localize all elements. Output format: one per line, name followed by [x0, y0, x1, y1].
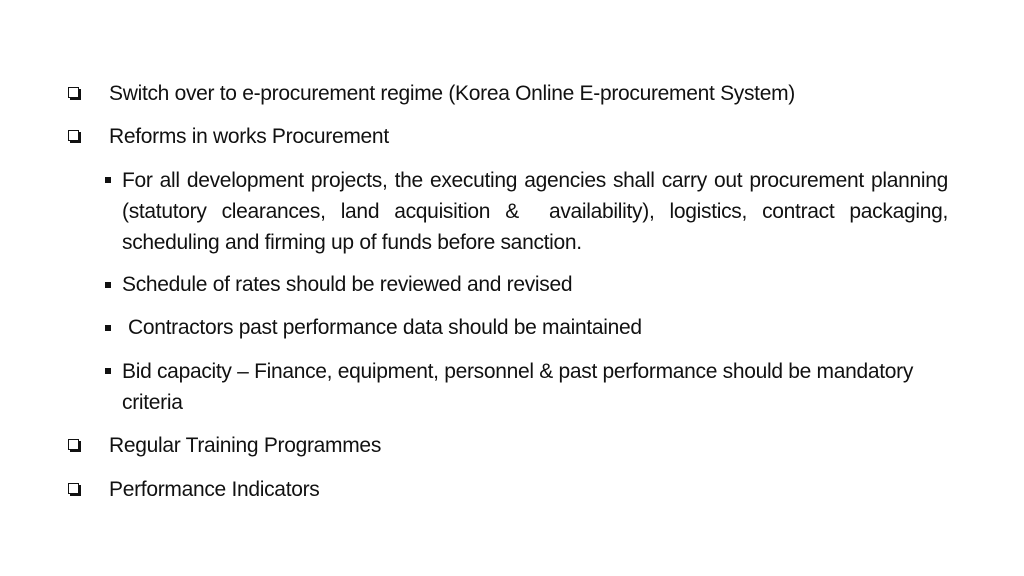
- square-bullet-icon: [105, 282, 111, 288]
- checkbox-bullet-icon: [68, 130, 79, 141]
- checkbox-bullet-icon: [68, 483, 79, 494]
- checkbox-bullet-icon: [68, 439, 79, 450]
- sub-bullet-item: Bid capacity – Finance, equipment, personnel & past performance should be mandatory criteria: [122, 360, 914, 414]
- bullet-item: Reforms in works Procurement: [109, 125, 389, 148]
- bullet-item: Switch over to e-procurement regime (Korea Online E-procurement System): [109, 82, 795, 105]
- square-bullet-icon: [105, 325, 111, 331]
- checkbox-bullet-icon: [68, 87, 79, 98]
- bullet-item: Performance Indicators: [109, 478, 320, 501]
- sub-bullet-item: Contractors past performance data should be maintained: [128, 316, 642, 339]
- sub-bullet-item: Schedule of rates should be reviewed and revised: [122, 273, 573, 296]
- bullet-item: Regular Training Programmes: [109, 434, 382, 457]
- square-bullet-icon: [105, 368, 111, 374]
- sub-bullet-item: For all development projects, the executing agencies shall carry out procurement planning (statutory clearances, land acquisition & availability), logistics, contract packaging, scheduling and firming up of funds before sanction.: [122, 169, 948, 254]
- square-bullet-icon: [105, 177, 111, 183]
